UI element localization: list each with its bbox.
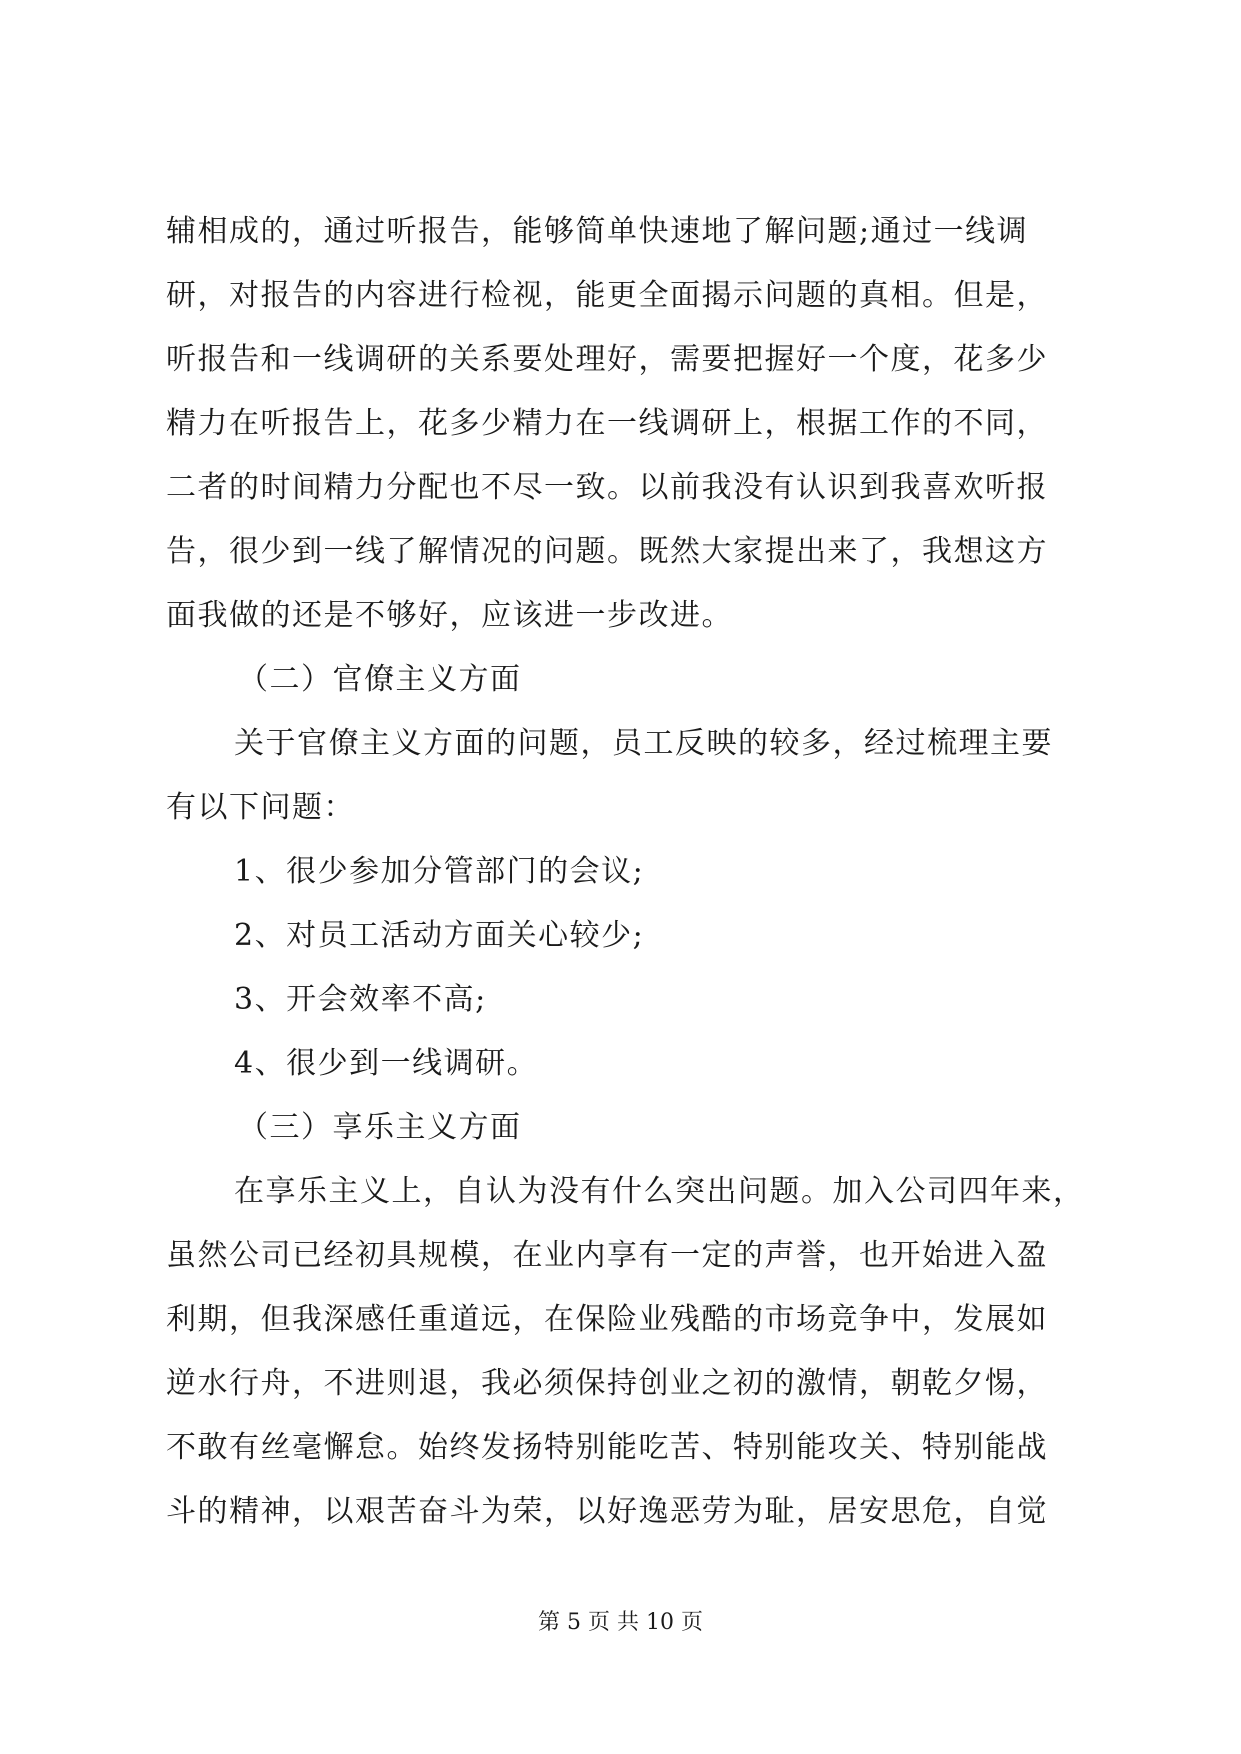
page-footer: 第 5 页 共 10 页 <box>538 1610 703 1635</box>
text-line: 虽然公司已经初具规模，在业内享有一定的声誉，也开始进入盈 <box>166 1238 1048 1273</box>
text-line: 研，对报告的内容进行检视，能更全面揭示问题的真相。但是， <box>166 278 1048 313</box>
text-line: 面我做的还是不够好，应该进一步改进。 <box>166 598 733 633</box>
text-line: 在享乐主义上，自认为没有什么突出问题。加入公司四年来， <box>234 1174 1085 1209</box>
list-item: 4、很少到一线调研。 <box>234 1046 539 1081</box>
section-heading-bureaucracy: （二）官僚主义方面 <box>238 662 522 697</box>
list-item: 3、开会效率不高; <box>234 982 487 1017</box>
text-line: 不敢有丝毫懈怠。始终发扬特别能吃苦、特别能攻关、特别能战 <box>166 1430 1048 1465</box>
section-heading-hedonism: （三）享乐主义方面 <box>238 1110 522 1145</box>
text-line: 斗的精神，以艰苦奋斗为荣，以好逸恶劳为耻，居安思危，自觉 <box>166 1494 1048 1529</box>
text-line: 精力在听报告上，花多少精力在一线调研上，根据工作的不同， <box>166 406 1048 441</box>
document-body <box>166 200 1086 1544</box>
text-line: 二者的时间精力分配也不尽一致。以前我没有认识到我喜欢听报 <box>166 470 1048 505</box>
text-line: 有以下问题： <box>166 790 355 825</box>
text-line: 告，很少到一线了解情况的问题。既然大家提出来了，我想这方 <box>166 534 1048 569</box>
list-item: 2、对员工活动方面关心较少; <box>234 918 645 953</box>
text-line: 逆水行舟，不进则退，我必须保持创业之初的激情，朝乾夕惕， <box>166 1366 1048 1401</box>
list-item: 1、很少参加分管部门的会议; <box>234 854 645 889</box>
text-line: 听报告和一线调研的关系要处理好，需要把握好一个度，花多少 <box>166 342 1048 377</box>
text-line: 利期，但我深感任重道远，在保险业残酷的市场竞争中，发展如 <box>166 1302 1048 1337</box>
text-line: 关于官僚主义方面的问题，员工反映的较多，经过梳理主要 <box>234 726 1053 761</box>
text-line: 辅相成的，通过听报告，能够简单快速地了解问题;通过一线调 <box>166 214 1029 249</box>
